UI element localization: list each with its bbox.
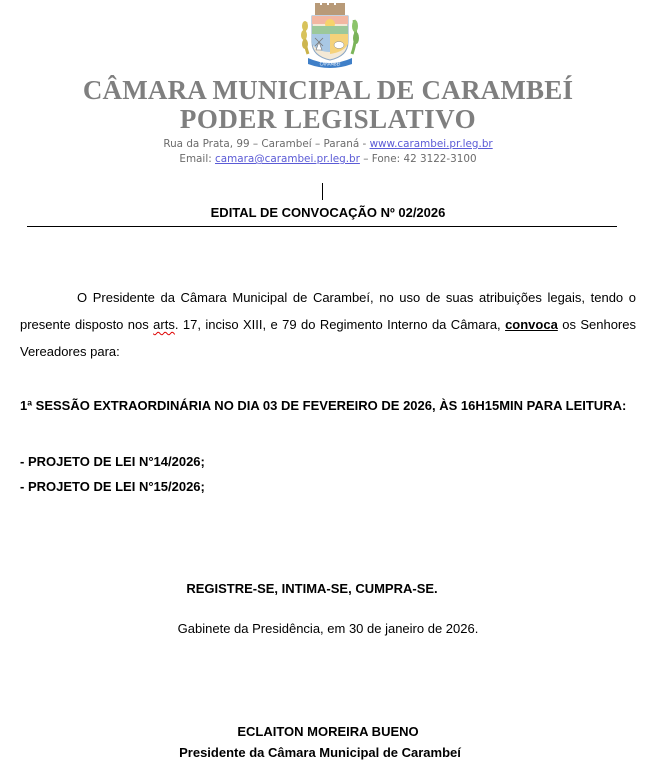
intro-text-3: os Senhores Vereadores para: (20, 317, 636, 359)
institution-title: CÂMARA MUNICIPAL DE CARAMBEÍ (82, 75, 574, 105)
crest-ribbon-label: CARAMBEÍ (319, 61, 341, 67)
agenda-item: - PROJETO DE LEI N°15/2026; (20, 479, 205, 494)
text-cursor (322, 183, 323, 200)
intro-text-1: O Presidente da Câmara Municipal de Carambeí, no uso de suas atribuições legais, tendo o presente disposto nos (20, 290, 636, 332)
email-link[interactable]: camara@carambei.pr.leg.br (215, 153, 360, 165)
website-link[interactable]: www.carambei.pr.leg.br (369, 138, 493, 150)
institution-subtitle: PODER LEGISLATIVO (179, 104, 477, 134)
address-text: Rua da Prata, 99 – Carambeí – Paraná - (163, 138, 370, 150)
email-label: Email: (179, 153, 216, 165)
session-line: 1ª SESSÃO EXTRAORDINÁRIA NO DIA 03 DE FEVEREIRO DE 2026, ÀS 16H15MIN PARA LEITURA: (20, 398, 627, 413)
address-line (0, 137, 656, 151)
signer-title: Presidente da Câmara Municipal de Carambeí (179, 745, 461, 760)
signer-name: ECLAITON MOREIRA BUENO (237, 724, 419, 739)
closing-statement: REGISTRE-SE, INTIMA-SE, CUMPRA-SE. (186, 581, 438, 596)
place-date: Gabinete da Presidência, em 30 de janeiro de 2026. (177, 621, 479, 636)
phone-text: – Fone: 42 3122-3100 (359, 153, 477, 165)
spellcheck-word[interactable]: arts (153, 317, 175, 332)
heading-divider (27, 226, 617, 227)
contact-line (0, 152, 656, 166)
convoca-emphasis: convoca (505, 317, 558, 332)
coat-of-arms-icon (298, 2, 362, 72)
document-heading: EDITAL DE CONVOCAÇÃO Nº 02/2026 (210, 205, 446, 220)
intro-text-2: . 17, inciso XIII, e 79 do Regimento Interno da Câmara, (174, 317, 506, 332)
intro-paragraph (20, 284, 636, 365)
agenda-item: - PROJETO DE LEI N°14/2026; (20, 454, 205, 469)
